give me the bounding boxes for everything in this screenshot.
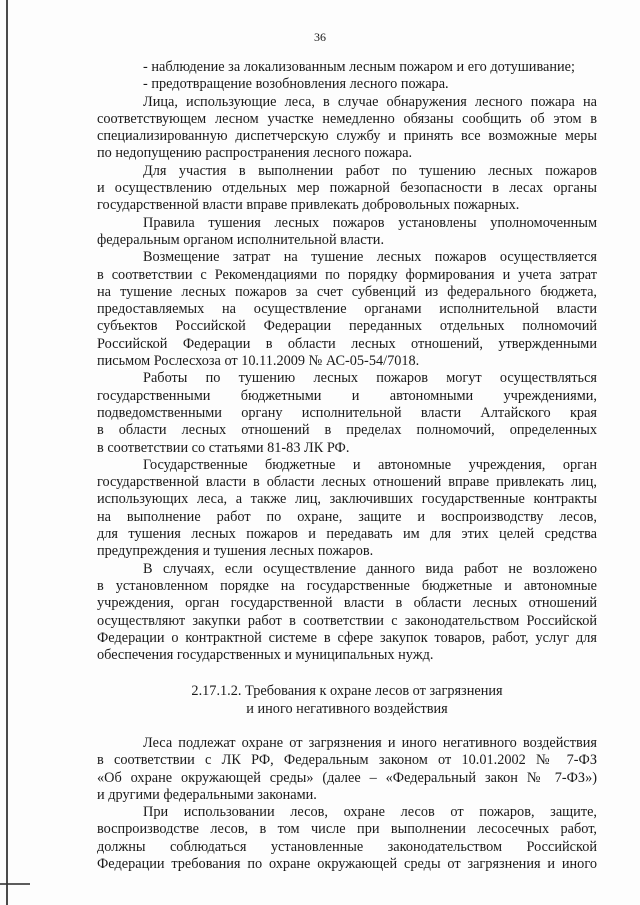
text-line: в соответствии с Рекомендациями по порядку формирования и учета затрат: [97, 266, 597, 283]
text-line: государственной власти в области лесных отношений вправе привлекать лиц,: [97, 474, 597, 491]
text-line: Федерации требования по охране окружающей среды от загрязнения и иного: [97, 856, 597, 873]
text-line: государственными бюджетными и автономными учреждениями,: [97, 387, 597, 404]
text-line: по недопущению распространения лесного пожара.: [97, 145, 413, 162]
scan-edge-line: [6, 0, 8, 905]
text-line: Работы по тушению лесных пожаров могут осуществляться: [143, 370, 597, 387]
text-line: воспроизводстве лесов, в том числе при выполнении лесосечных работ,: [97, 821, 597, 838]
text-line: предоставляемых на осуществление органами исполнительной власти: [97, 301, 597, 318]
text-line: федеральным органом исполнительной власти.: [97, 231, 385, 248]
text-line: обеспечения государственных и муниципальных нужд.: [97, 647, 434, 664]
text-line: Государственные бюджетные и автономные учреждения, орган: [143, 456, 597, 473]
section-heading: [97, 683, 597, 718]
text-line: При использовании лесов, охране лесов от пожаров, защите,: [143, 804, 597, 821]
section-body-fire: [97, 59, 597, 664]
text-line: письмом Рослесхоза от 10.11.2009 № АС-05-54/7018.: [97, 353, 420, 370]
text-line: - предотвращение возобновления лесного пожара.: [143, 76, 449, 93]
text-line: государственной власти вправе привлекать добровольных пожарных.: [97, 197, 520, 214]
text-line: в соответствии со статьями 81-83 ЛК РФ.: [97, 439, 350, 456]
text-line: Российской Федерации в области лесных отношений, утвержденными: [97, 335, 597, 352]
text-line: Для участия в выполнении работ по тушению лесных пожаров: [143, 162, 597, 179]
text-line: - наблюдение за локализованным лесным пожаром и его дотушивание;: [143, 59, 575, 75]
text-line: соответствующем лесном участке немедленно обязаны сообщить об этом в: [97, 110, 597, 127]
text-line: в соответствии с ЛК РФ, Федеральным законом от 10.01.2002 № 7-ФЗ: [97, 752, 597, 769]
heading-line-2: и иного негативного воздействия: [246, 700, 448, 717]
text-line: учреждения, орган государственной власти в области лесных отношений: [97, 595, 597, 612]
text-line: использующих леса, а также лиц, заключивших государственные контракты: [97, 491, 597, 508]
text-line: специализированную диспетчерскую службу и принять все возможные меры: [97, 128, 597, 145]
text-line: для тушения лесных пожаров и передавать им для этих целей средства: [97, 526, 597, 543]
text-line: Правила тушения лесных пожаров установлены уполномоченным: [143, 214, 597, 231]
text-line: подведомственными органу исполнительной власти Алтайского края: [97, 404, 597, 421]
text-line: Федерации о контрактной системе в сфере закупок товаров, работ, услуг для: [97, 629, 597, 646]
text-line: в установленном порядке на государственные бюджетные и автономные: [97, 577, 597, 594]
text-line: на выполнение работ по охране, защите и воспроизводству лесов,: [97, 508, 597, 525]
page-number: 36: [314, 30, 326, 44]
text-line: Возмещение затрат на тушение лесных пожаров осуществляется: [143, 249, 597, 266]
section-body-pollution: [97, 735, 597, 873]
text-line: В случаях, если осуществление данного вида работ не возложено: [143, 560, 597, 577]
scan-edge-mark: [0, 883, 30, 885]
text-line: на тушение лесных пожаров за счет субвенций из федерального бюджета,: [97, 283, 597, 300]
text-line: Лица, использующие леса, в случае обнаружения лесного пожара на: [143, 93, 597, 110]
text-line: должны соблюдаться установленные законодательством Российской: [97, 838, 597, 855]
text-line: субъектов Российской Федерации переданных отдельных полномочий: [97, 318, 597, 335]
text-line: в области лесных отношений в пределах полномочий, определенных: [97, 422, 597, 439]
text-line: осуществляют закупки работ в соответствии с законодательством Российской: [97, 612, 597, 629]
body-text: [97, 59, 597, 873]
heading-line-1: 2.17.1.2. Требования к охране лесов от загрязнения: [191, 683, 503, 700]
text-line: предупреждения и тушения лесных пожаров.: [97, 543, 374, 560]
text-line: и осуществлению отдельных мер пожарной безопасности в лесах органы: [97, 180, 597, 197]
text-line: Леса подлежат охране от загрязнения и иного негативного воздействия: [143, 734, 597, 751]
text-line: «Об охране окружающей среды» (далее – «Федеральный закон № 7-ФЗ»): [97, 769, 597, 786]
text-line: и другими федеральными законами.: [97, 786, 317, 803]
